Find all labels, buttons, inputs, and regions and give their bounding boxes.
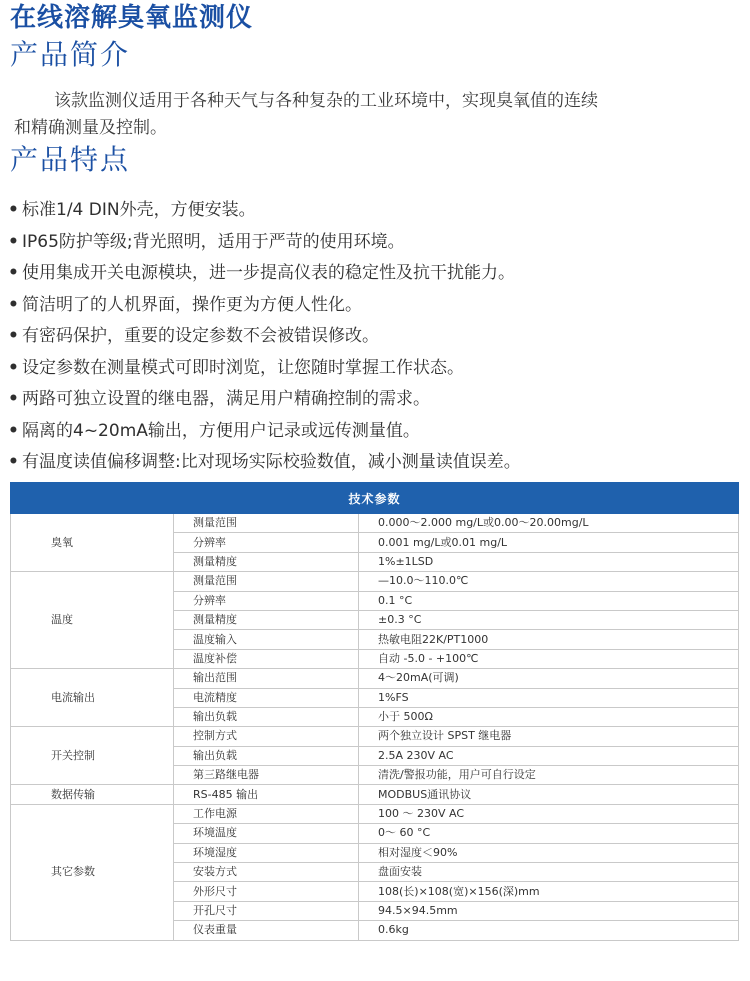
value-cell: 0.1 °C <box>359 591 739 610</box>
group-cell: 数据传输 <box>11 785 174 804</box>
group-cell: 开关控制 <box>11 727 174 785</box>
table-row <box>11 727 739 746</box>
bullet-icon: • <box>8 231 19 252</box>
feature-item <box>8 416 521 448</box>
value-cell: 清洗/警报功能，用户可自行设定 <box>359 766 739 785</box>
table-row <box>11 514 739 533</box>
value-cell: ±0.3 °C <box>359 610 739 629</box>
param-cell: 工作电源 <box>174 804 359 823</box>
param-cell: 温度输入 <box>174 630 359 649</box>
param-cell: 外形尺寸 <box>174 882 359 901</box>
param-cell: 测量精度 <box>174 552 359 571</box>
value-cell: 热敏电阻22K/PT1000 <box>359 630 739 649</box>
value-cell: 两个独立设计 SPST 继电器 <box>359 727 739 746</box>
table-row <box>11 669 739 688</box>
feature-item <box>8 290 521 322</box>
intro-paragraph: 该款监测仪适用于各种天气与各种复杂的工业环境中，实现臭氧值的连续和精确测量及控制。 <box>14 91 598 138</box>
param-cell: 环境湿度 <box>174 843 359 862</box>
value-cell: 1%FS <box>359 688 739 707</box>
bullet-icon: • <box>8 200 19 220</box>
feature-item <box>8 227 521 259</box>
param-cell: 安装方式 <box>174 863 359 882</box>
feature-item <box>8 447 521 479</box>
feature-item <box>8 353 521 385</box>
param-cell: 环境温度 <box>174 824 359 843</box>
param-cell: 仪表重量 <box>174 921 359 940</box>
group-cell: 臭氧 <box>11 514 174 572</box>
group-cell: 温度 <box>11 572 174 669</box>
bullet-icon: • <box>8 420 19 441</box>
value-cell: 108(长)×108(宽)×156(深)mm <box>359 882 739 901</box>
bullet-icon: • <box>8 357 19 378</box>
feature-text: 使用集成开关电源模块，进一步提高仪表的稳定性及抗干扰能力。 <box>22 263 515 283</box>
param-cell: 输出负载 <box>174 746 359 765</box>
intro-heading: 产品简介 <box>10 38 131 71</box>
feature-item <box>8 195 521 227</box>
bullet-icon: • <box>8 452 19 472</box>
value-cell: 0～ 60 °C <box>359 824 739 843</box>
value-cell: 4～20mA(可调) <box>359 669 739 688</box>
feature-text: 有密码保护，重要的设定参数不会被错误修改。 <box>22 326 379 346</box>
feature-text: IP65防护等级;背光照明，适用于严苛的使用环境。 <box>22 231 405 252</box>
table-row <box>11 785 739 804</box>
value-cell: —10.0～110.0℃ <box>359 572 739 591</box>
bullet-icon: • <box>8 389 19 409</box>
feature-text: 设定参数在测量模式可即时浏览，让您随时掌握工作状态。 <box>22 357 464 378</box>
value-cell: 100 ～ 230V AC <box>359 804 739 823</box>
features-heading: 产品特点 <box>10 143 131 176</box>
value-cell: 自动 -5.0 - +100℃ <box>359 649 739 668</box>
feature-text: 有温度读值偏移调整:比对现场实际校验数值，减小测量读值误差。 <box>22 452 521 472</box>
feature-item <box>8 321 521 353</box>
bullet-icon: • <box>8 326 19 346</box>
param-cell: 控制方式 <box>174 727 359 746</box>
page-title: 在线溶解臭氧监测仪 <box>10 3 254 33</box>
value-cell: 盘面安装 <box>359 863 739 882</box>
param-cell: 开孔尺寸 <box>174 901 359 920</box>
bullet-icon: • <box>8 263 19 283</box>
feature-text: 标准1/4 DIN外壳，方便安装。 <box>22 200 256 220</box>
param-cell: 测量范围 <box>174 572 359 591</box>
value-cell: 0.6kg <box>359 921 739 940</box>
group-cell: 其它参数 <box>11 804 174 940</box>
feature-text: 简洁明了的人机界面，操作更为方便人性化。 <box>22 294 362 315</box>
value-cell: 0.000～2.000 mg/L或0.00～20.00mg/L <box>359 514 739 533</box>
table-row <box>11 572 739 591</box>
param-cell: 测量范围 <box>174 514 359 533</box>
param-cell: 测量精度 <box>174 610 359 629</box>
param-cell: 温度补偿 <box>174 649 359 668</box>
bullet-icon: • <box>8 294 19 315</box>
group-cell: 电流输出 <box>11 669 174 727</box>
param-cell: RS-485 输出 <box>174 785 359 804</box>
feature-text: 两路可独立设置的继电器，满足用户精确控制的需求。 <box>22 389 430 409</box>
param-cell: 输出范围 <box>174 669 359 688</box>
value-cell: 94.5×94.5mm <box>359 901 739 920</box>
value-cell: 0.001 mg/L或0.01 mg/L <box>359 533 739 552</box>
param-cell: 输出负载 <box>174 707 359 726</box>
spec-table <box>10 482 739 941</box>
table-row <box>11 804 739 823</box>
features-list <box>8 195 521 479</box>
feature-text: 隔离的4~20mA输出，方便用户记录或远传测量值。 <box>22 420 420 441</box>
param-cell: 电流精度 <box>174 688 359 707</box>
value-cell: 1%±1LSD <box>359 552 739 571</box>
value-cell: 2.5A 230V AC <box>359 746 739 765</box>
feature-item <box>8 384 521 416</box>
spec-table-header: 技术参数 <box>11 483 739 514</box>
value-cell: MODBUS通讯协议 <box>359 785 739 804</box>
param-cell: 第三路继电器 <box>174 766 359 785</box>
value-cell: 小于 500Ω <box>359 707 739 726</box>
feature-item <box>8 258 521 290</box>
value-cell: 相对湿度＜90% <box>359 843 739 862</box>
param-cell: 分辨率 <box>174 591 359 610</box>
param-cell: 分辨率 <box>174 533 359 552</box>
